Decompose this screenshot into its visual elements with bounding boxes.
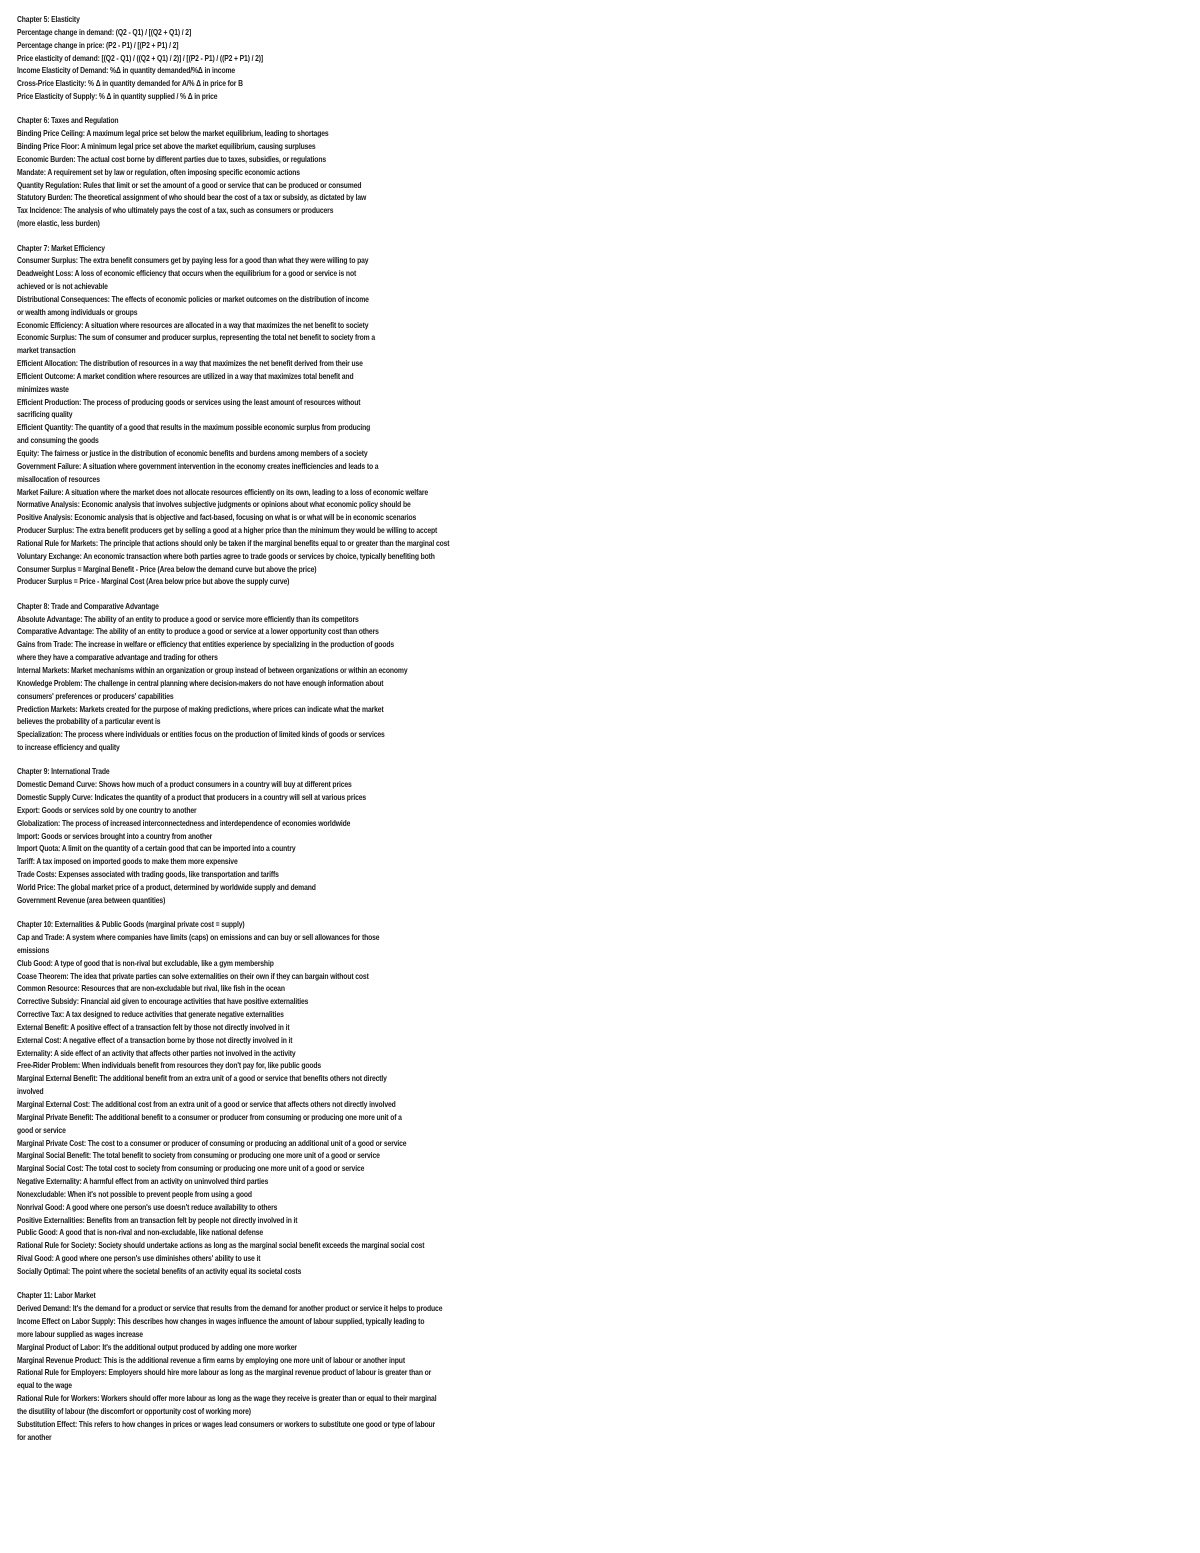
text-line: Government Failure: A situation where government intervention in the economy creates inefficiencies and leads to a	[17, 461, 379, 471]
text-line: Externality: A side effect of an activity that affects other parties not involved in the activity	[17, 1048, 296, 1058]
text-line: Knowledge Problem: The challenge in central planning where decision-makers do not have enough information about	[17, 678, 384, 688]
text-line: Efficient Allocation: The distribution of resources in a way that maximizes the net benefit derived from their use	[17, 359, 363, 369]
section-chapter-6	[17, 115, 1187, 231]
text-line: Socially Optimal: The point where the societal benefits of an activity equal its societal costs	[17, 1266, 302, 1276]
text-line: Common Resource: Resources that are non-excludable but rival, like fish in the ocean	[17, 984, 285, 994]
text-line: misallocation of resources	[17, 474, 100, 484]
text-line: Government Revenue (area between quantities)	[17, 895, 166, 905]
text-line: Voluntary Exchange: An economic transaction where both parties agree to trade goods or services by choice, typically benefiting both	[17, 551, 435, 561]
text-line: Negative Externality: A harmful effect from an activity on uninvolved third parties	[17, 1177, 269, 1187]
text-line: Import: Goods or services brought into a country from another	[17, 831, 213, 841]
text-line: Corrective Tax: A tax designed to reduce activities that generate negative externalities	[17, 1010, 284, 1020]
chapter-heading: Chapter 5: Elasticity	[17, 15, 80, 24]
text-line: Positive Externalities: Benefits from an transaction felt by people not directly involved in it	[17, 1215, 298, 1225]
section-chapter-8	[17, 601, 1187, 755]
text-line: for another	[17, 1432, 52, 1442]
section-chapter-10	[17, 919, 1187, 1279]
text-line: the disutility of labour (the discomfort or opportunity cost of working more)	[17, 1406, 251, 1416]
text-line: minimizes waste	[17, 384, 69, 394]
document-page	[17, 14, 1187, 1456]
text-line: good or service	[17, 1125, 66, 1135]
section-chapter-5	[17, 14, 1187, 104]
text-line: or wealth among individuals or groups	[17, 307, 138, 317]
text-line: Absolute Advantage: The ability of an entity to produce a good or service more efficiently than its competitors	[17, 614, 359, 624]
text-line: Economic Efficiency: A situation where resources are allocated in a way that maximizes the net benefit to society	[17, 320, 369, 330]
text-line: Trade Costs: Expenses associated with trading goods, like transportation and tariffs	[17, 870, 279, 880]
chapter-heading: Chapter 9: International Trade	[17, 767, 110, 777]
text-line: Market Failure: A situation where the market does not allocate resources efficiently on its own, leading to a loss of economic welfare	[17, 487, 429, 497]
text-line: believes the probability of a particular event is	[17, 717, 161, 727]
text-line: Marginal Social Cost: The total cost to society from consuming or producing one more unit of a good or service	[17, 1164, 365, 1174]
text-line: Tax Incidence: The analysis of who ultimately pays the cost of a tax, such as consumers or producers	[17, 206, 334, 216]
text-line: Income Effect on Labor Supply: This describes how changes in wages influence the amount of labour supplied, typically leading to	[17, 1317, 425, 1326]
text-line: equal to the wage	[17, 1381, 72, 1391]
text-line: Binding Price Ceiling: A maximum legal price set below the market equilibrium, leading to shortages	[17, 129, 329, 139]
text-line: Positive Analysis: Economic analysis that is objective and fact-based, focusing on what is or what will be in economic scenarios	[17, 513, 417, 523]
text-line: Producer Surplus = Price - Marginal Cost (Area below price but above the supply curve)	[17, 577, 290, 587]
text-line: Deadweight Loss: A loss of economic efficiency that occurs when the equilibrium for a good or service is not	[17, 269, 357, 279]
text-line: Binding Price Floor: A minimum legal price set above the market equilibrium, causing surpluses	[17, 142, 316, 152]
text-line: Internal Markets: Market mechanisms within an organization or group instead of between organizations or within an economy	[17, 666, 408, 675]
text-line: Import Quota: A limit on the quantity of a certain good that can be imported into a country	[17, 844, 296, 854]
text-line: Globalization: The process of increased interconnectedness and interdependence of economies worldwide	[17, 818, 351, 828]
text-line: achieved or is not achievable	[17, 282, 108, 292]
text-line: Percentage change in demand: (Q2 - Q1) / [(Q2 + Q1) / 2]	[17, 27, 192, 37]
text-line: Consumer Surplus: The extra benefit consumers get by paying less for a good than what they were willing to pay	[17, 256, 369, 266]
text-line: Marginal Revenue Product: This is the additional revenue a firm earns by employing one more unit of labour or another input	[17, 1355, 405, 1365]
chapter-heading: Chapter 6: Taxes and Regulation	[17, 116, 119, 126]
text-line: Efficient Quantity: The quantity of a good that results in the maximum possible economic surplus from producing	[17, 423, 371, 433]
text-line: Rational Rule for Employers: Employers should hire more labour as long as the marginal revenue product of labour is greater than or	[17, 1368, 432, 1378]
section-chapter-11	[17, 1290, 1187, 1444]
text-line: World Price: The global market price of a product, determined by worldwide supply and demand	[17, 883, 316, 892]
text-line: Marginal External Benefit: The additional benefit from an extra unit of a good or service that benefits others not directly	[17, 1074, 387, 1084]
text-line: Efficient Outcome: A market condition where resources are utilized in a way that maximizes total benefit and	[17, 371, 354, 381]
section-chapter-9	[17, 766, 1187, 907]
text-line: Percentage change in price: (P2 - P1) / [(P2 + P1) / 2]	[17, 40, 179, 50]
text-line: Prediction Markets: Markets created for the purpose of making predictions, where prices can indicate what the market	[17, 704, 384, 714]
text-line: Normative Analysis: Economic analysis that involves subjective judgments or opinions about what economic policy should be	[17, 500, 411, 510]
text-line: Rational Rule for Markets: The principle that actions should only be taken if the marginal benefits equal to or greater than the marginal cost	[17, 538, 450, 548]
text-line: Corrective Subsidy: Financial aid given to encourage activities that have positive externalities	[17, 997, 309, 1007]
text-line: Economic Surplus: The sum of consumer and producer surplus, representing the total net benefit to society from a	[17, 333, 375, 343]
text-line: Marginal Private Cost: The cost to a consumer or producer of consuming or producing an additional unit of a good or service	[17, 1138, 407, 1148]
chapter-heading: Chapter 11: Labor Market	[17, 1291, 96, 1301]
text-line: Substitution Effect: This refers to how changes in prices or wages lead consumers or workers to substitute one good or type of labour	[17, 1419, 436, 1429]
text-line: more labour supplied as wages increase	[17, 1329, 143, 1339]
text-line: Economic Burden: The actual cost borne by different parties due to taxes, subsidies, or regulations	[17, 154, 327, 164]
text-line: where they have a comparative advantage and trading for others	[17, 653, 218, 663]
text-line: market transaction	[17, 346, 76, 356]
text-line: Nonrival Good: A good where one person's use doesn't reduce availability to others	[17, 1202, 278, 1212]
text-line: Marginal Product of Labor: It's the additional output produced by adding one more worker	[17, 1342, 297, 1352]
text-line: Marginal Private Benefit: The additional benefit to a consumer or producer from consuming or producing one more unit of a	[17, 1112, 402, 1122]
text-line: Income Elasticity of Demand: %Δ in quantity demanded/%Δ in income	[17, 66, 236, 76]
text-line: Equity: The fairness or justice in the distribution of economic benefits and burdens among members of a society	[17, 449, 368, 458]
text-line: Domestic Supply Curve: Indicates the quantity of a product that producers in a country will sell at various prices	[17, 793, 367, 803]
text-line: Producer Surplus: The extra benefit producers get by selling a good at a higher price than the minimum they would be willing to accept	[17, 526, 438, 536]
chapter-heading: Chapter 8: Trade and Comparative Advantage	[17, 601, 159, 611]
text-line: Mandate: A requirement set by law or regulation, often imposing specific economic actions	[17, 167, 300, 177]
text-line: sacrificing quality	[17, 410, 73, 420]
text-line: consumers' preferences or producers' capabilities	[17, 691, 174, 701]
text-line: Cap and Trade: A system where companies have limits (caps) on emissions and can buy or sell allowances for those	[17, 933, 380, 943]
text-line: Club Good: A type of good that is non-rival but excludable, like a gym membership	[17, 958, 274, 968]
chapter-heading: Chapter 7: Market Efficiency	[17, 243, 105, 253]
text-line: Nonexcludable: When it's not possible to prevent people from using a good	[17, 1189, 252, 1199]
text-line: Marginal External Cost: The additional cost from an extra unit of a good or service that affects others not directly involved	[17, 1100, 396, 1109]
text-line: Tariff: A tax imposed on imported goods to make them more expensive	[17, 857, 238, 867]
text-line: Quantity Regulation: Rules that limit or set the amount of a good or service that can be produced or consumed	[17, 180, 362, 190]
text-line: involved	[17, 1087, 44, 1097]
text-line: and consuming the goods	[17, 436, 99, 446]
text-line: Comparative Advantage: The ability of an entity to produce a good or service at a lower opportunity cost than others	[17, 627, 379, 637]
text-line: Rival Good: A good where one person's use diminishes others' ability to use it	[17, 1254, 261, 1264]
chapter-heading: Chapter 10: Externalities & Public Goods (marginal private cost = supply)	[17, 920, 245, 930]
text-line: Free-Rider Problem: When individuals benefit from resources they don't pay for, like public goods	[17, 1061, 322, 1071]
text-line: Statutory Burden: The theoretical assignment of who should bear the cost of a tax or subsidy, as dictated by law	[17, 193, 367, 203]
text-line: Cross-Price Elasticity: % Δ in quantity demanded for A/% Δ in price for B	[17, 79, 243, 89]
text-line: Gains from Trade: The increase in welfare or efficiency that entities experience by specializing in the production of goods	[17, 640, 395, 650]
text-line: Distributional Consequences: The effects of economic policies or market outcomes on the distribution of income	[17, 294, 369, 304]
text-line: Price elasticity of demand: [(Q2 - Q1) / ((Q2 + Q1) / 2)] / [(P2 - P1) / ((P2 + P1) / 2)]	[17, 53, 264, 63]
text-line: Coase Theorem: The idea that private parties can solve externalities on their own if they can bargain without cost	[17, 971, 369, 981]
text-line: Domestic Demand Curve: Shows how much of a product consumers in a country will buy at different prices	[17, 780, 352, 790]
section-chapter-7	[17, 243, 1187, 590]
text-line: Public Good: A good that is non-rival and non-excludable, like national defense	[17, 1228, 264, 1238]
text-line: External Benefit: A positive effect of a transaction felt by those not directly involved in it	[17, 1022, 290, 1032]
text-line: (more elastic, less burden)	[17, 219, 100, 229]
text-line: emissions	[17, 945, 50, 955]
text-line: External Cost: A negative effect of a transaction borne by those not directly involved in it	[17, 1035, 293, 1045]
text-line: Price Elasticity of Supply: % Δ in quantity supplied / % Δ in price	[17, 92, 218, 102]
text-line: Specialization: The process where individuals or entities focus on the production of limited kinds of goods or services	[17, 730, 385, 740]
text-line: Marginal Social Benefit: The total benefit to society from consuming or producing one more unit of a good or service	[17, 1151, 380, 1161]
text-line: to increase efficiency and quality	[17, 743, 120, 753]
text-line: Rational Rule for Society: Society should undertake actions as long as the marginal social benefit exceeds the marginal social cost	[17, 1241, 425, 1251]
text-line: Efficient Production: The process of producing goods or services using the least amount of resources without	[17, 397, 361, 407]
text-line: Consumer Surplus = Marginal Benefit - Price (Area below the demand curve but above the price)	[17, 564, 317, 574]
text-line: Export: Goods or services sold by one country to another	[17, 805, 197, 815]
text-line: Derived Demand: It's the demand for a product or service that results from the demand for another product or service it helps to produce	[17, 1304, 443, 1314]
text-line: Rational Rule for Workers: Workers should offer more labour as long as the wage they receive is greater than or equal to their marginal	[17, 1394, 437, 1404]
